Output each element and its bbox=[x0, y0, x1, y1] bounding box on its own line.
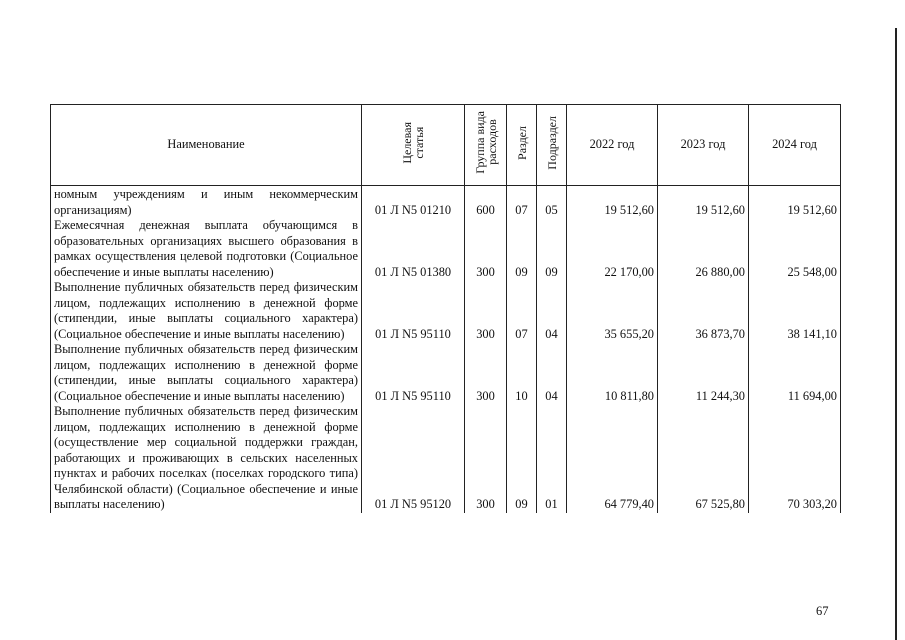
row-section: 10 bbox=[507, 342, 537, 404]
row-2023: 26 880,00 bbox=[658, 218, 749, 280]
row-name: Выполнение публичных обязательств перед физическим лицом, подлежащих исполнению в денежной форме (осуществление мер социальной поддержки граждан, работающих и проживающих в сельских населенных пунктах и рабочих поселках (поселках городского типа) Челябинской области) (Социальное обеспечение и иные выплаты населению) bbox=[51, 404, 362, 513]
table-row bbox=[51, 186, 841, 219]
row-2024: 19 512,60 bbox=[749, 186, 841, 219]
table-row bbox=[51, 280, 841, 342]
row-section: 09 bbox=[507, 218, 537, 280]
row-name: номным учреждениям и иным некоммерческим организациям) bbox=[51, 186, 362, 219]
header-year-2022: 2022 год bbox=[567, 105, 658, 186]
header-subsection bbox=[537, 105, 567, 186]
row-code: 01 Л N5 95110 bbox=[362, 342, 465, 404]
row-2022: 10 811,80 bbox=[567, 342, 658, 404]
header-expense-group bbox=[465, 105, 507, 186]
row-2022: 64 779,40 bbox=[567, 404, 658, 513]
row-section: 09 bbox=[507, 404, 537, 513]
row-subsection: 09 bbox=[537, 218, 567, 280]
budget-table bbox=[50, 104, 841, 513]
header-year-2024: 2024 год bbox=[749, 105, 841, 186]
row-2023: 36 873,70 bbox=[658, 280, 749, 342]
header-target-article bbox=[362, 105, 465, 186]
table-row bbox=[51, 218, 841, 280]
table-header-row bbox=[51, 105, 841, 186]
row-group: 300 bbox=[465, 218, 507, 280]
row-name: Ежемесячная денежная выплата обучающимся в образовательных организациях высшего образования в рамках осуществления целевой подготовки (Социальное обеспечение и иные выплаты населению) bbox=[51, 218, 362, 280]
row-2023: 67 525,80 bbox=[658, 404, 749, 513]
row-name: Выполнение публичных обязательств перед физическим лицом, подлежащих исполнению в денежной форме (стипендии, иные выплаты социального характера) (Социальное обеспечение и иные выплаты населению) bbox=[51, 342, 362, 404]
row-2022: 22 170,00 bbox=[567, 218, 658, 280]
header-section-label: Раздел bbox=[514, 125, 529, 160]
row-section: 07 bbox=[507, 186, 537, 219]
row-section: 07 bbox=[507, 280, 537, 342]
header-target-article-label: Целевая статья bbox=[400, 121, 426, 164]
row-2024: 25 548,00 bbox=[749, 218, 841, 280]
row-2024: 70 303,20 bbox=[749, 404, 841, 513]
row-group: 300 bbox=[465, 280, 507, 342]
row-code: 01 Л N5 95120 bbox=[362, 404, 465, 513]
row-subsection: 05 bbox=[537, 186, 567, 219]
page-number: 67 bbox=[816, 604, 829, 618]
row-group: 300 bbox=[465, 404, 507, 513]
header-name: Наименование bbox=[51, 105, 362, 186]
row-2024: 11 694,00 bbox=[749, 342, 841, 404]
row-2023: 19 512,60 bbox=[658, 186, 749, 219]
row-code: 01 Л N5 95110 bbox=[362, 280, 465, 342]
row-group: 300 bbox=[465, 342, 507, 404]
header-subsection-label: Подраздел bbox=[544, 115, 559, 170]
table-row bbox=[51, 404, 841, 513]
row-subsection: 01 bbox=[537, 404, 567, 513]
row-subsection: 04 bbox=[537, 280, 567, 342]
row-2024: 38 141,10 bbox=[749, 280, 841, 342]
header-expense-group-label: Группа вида расходов bbox=[472, 111, 499, 175]
row-code: 01 Л N5 01210 bbox=[362, 186, 465, 219]
row-name: Выполнение публичных обязательств перед физическим лицом, подлежащих исполнению в денежной форме (стипендии, иные выплаты социального характера) (Социальное обеспечение и иные выплаты населению) bbox=[51, 280, 362, 342]
row-2022: 19 512,60 bbox=[567, 186, 658, 219]
header-year-2023: 2023 год bbox=[658, 105, 749, 186]
row-group: 600 bbox=[465, 186, 507, 219]
row-subsection: 04 bbox=[537, 342, 567, 404]
page-edge bbox=[895, 28, 897, 640]
table-row bbox=[51, 342, 841, 404]
row-2022: 35 655,20 bbox=[567, 280, 658, 342]
header-section bbox=[507, 105, 537, 186]
row-code: 01 Л N5 01380 bbox=[362, 218, 465, 280]
row-2023: 11 244,30 bbox=[658, 342, 749, 404]
